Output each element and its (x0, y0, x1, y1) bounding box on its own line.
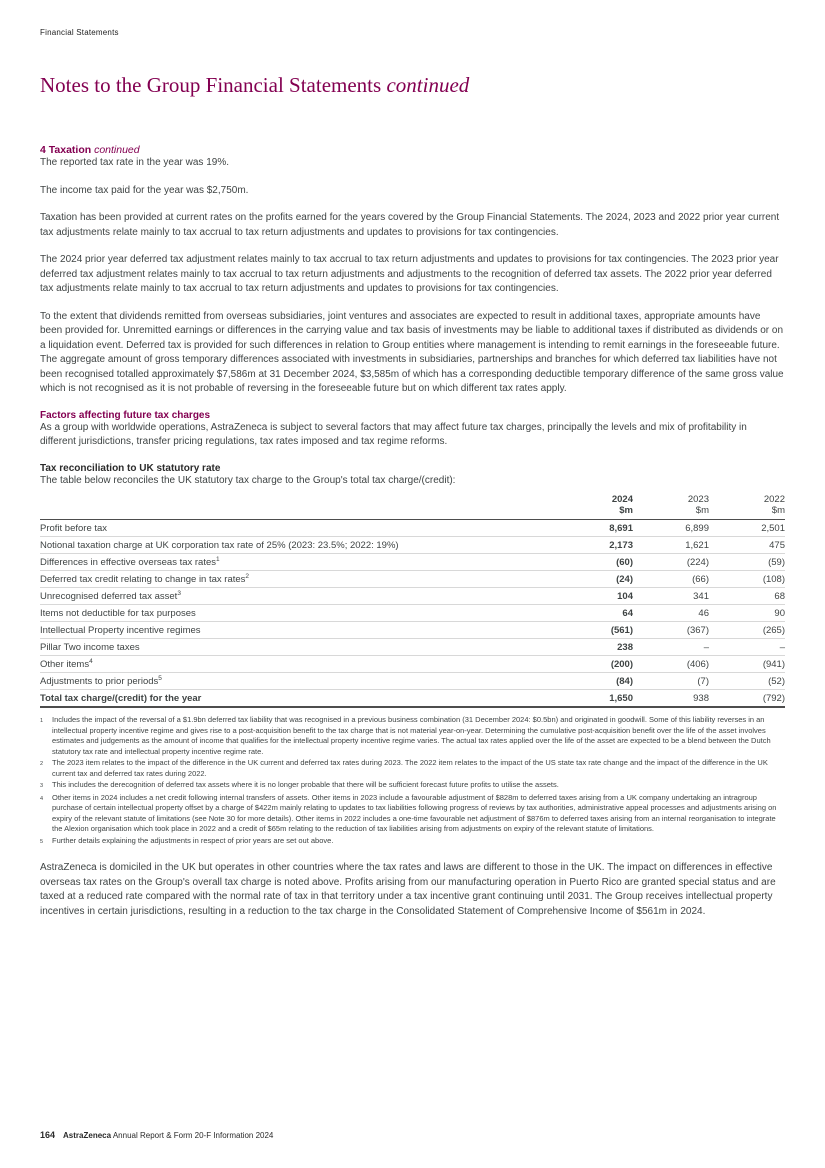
footnote-marker: 4 (40, 795, 44, 802)
table-row (40, 537, 785, 554)
taxation-paragraph-2: The income tax paid for the year was $2,750m. (40, 184, 249, 196)
row-value-2022: 90 (709, 605, 785, 622)
row-value-2022: (108) (709, 571, 785, 588)
footnote-text: The 2023 item relates to the impact of the difference in the UK current and deferred tax rates during 2023. The 2022 item relates to the impact of the US state tax rate change and the impact of the difference in the UK current tax and deferred tax rates during 2022. (52, 758, 768, 778)
row-value-2023: 341 (633, 588, 709, 605)
taxation-paragraph-3: Taxation has been provided at current rates on the profits earned for the years covered by the Group Financial Statements. The 2024, 2023 and 2022 prior year current tax adjustments relate mainly to tax accrual to tax return adjustments and updates to provisions for tax contingencies. (40, 212, 780, 238)
row-value-2023: (367) (633, 622, 709, 639)
row-value-2022: 475 (709, 537, 785, 554)
row-value-2022: 2,501 (709, 520, 785, 537)
footnote-marker: 1 (40, 718, 44, 724)
footnote-reference: 2 (245, 572, 250, 580)
footnote-reference: 5 (158, 674, 162, 682)
row-value-2022: (59) (709, 554, 785, 571)
footnote-reference: 1 (216, 555, 220, 563)
reconciliation-intro: The table below reconciles the UK statutory tax charge to the Group's total tax charge/(credit): (40, 474, 456, 486)
row-value-2024: 104 (557, 588, 633, 605)
row-value-2022: 68 (709, 588, 785, 605)
row-value-2023: (224) (633, 554, 709, 571)
taxation-heading-continued: continued (94, 144, 140, 156)
row-value-2022: (52) (709, 673, 785, 690)
row-value-2024: (60) (557, 554, 633, 571)
row-value-2024: 1,650 (557, 690, 633, 708)
taxation-heading-main: 4 Taxation (40, 144, 92, 156)
row-label: Pillar Two income taxes (40, 639, 557, 656)
table-row (40, 554, 785, 571)
footnote-marker: 2 (40, 761, 44, 767)
footnotes-list (40, 715, 785, 847)
footnote-marker: 3 (40, 783, 44, 789)
row-value-2022: (941) (709, 656, 785, 673)
header-2024 (557, 492, 633, 520)
footnote (40, 780, 785, 792)
footnote-text: Further details explaining the adjustments in respect of prior years are set out above. (52, 835, 334, 845)
footnote-text: Other items in 2024 includes a net credit following internal transfers of assets. Other items in 2023 include a favourable adjustment of $828m to deferred taxes arising from a UK company undertaking an intragroup purchase of certain intellectual property offset by a charge of $422m mainly relating to updates to tax liabilities following progress of reviews by tax authorities, administrative appeal processes and adjustments arising on expiry of the relevant statute of limitations (see Note 30 for more details). Other items in 2022 includes a one-time favourable net adjustment of $876m to deferred taxes arising from an internal reorganisation to integrate the Alexion organisation which took place in 2022 and a credit of $65m relating to the reduction of tax liabilities arising from adjustments on expiry of the relevant statute of limitations. (52, 792, 777, 833)
taxation-heading (40, 144, 785, 156)
page-title-main: Notes to the Group Financial Statements (40, 73, 382, 97)
factors-paragraph: As a group with worldwide operations, AstraZeneca is subject to several factors that may affect future tax charges, principally the levels and mix of profitability in different jurisdictions, transfer pricing regulations, tax rates imposed and tax regime reforms. (40, 421, 747, 447)
closing-paragraph: AstraZeneca is domiciled in the UK but operates in other countries where the tax rates and laws are different to those in the UK. The impact on differences in effective overseas tax rates on the Group's overall tax charge is noted above. Profits arising from our manufacturing operation in Puerto Rico are granted special status and are taxed at a reduced rate compared with the normal rate of tax in that territory under a tax incentive grant continuing until 2031. The Group receives intellectual property incentives in certain jurisdictions, resulting in a reduction to the tax charge in the Consolidated Statement of Comprehensive Income of $561m in 2024. (40, 862, 776, 917)
row-value-2023: (7) (633, 673, 709, 690)
header-2023-unit: $m (695, 505, 709, 516)
page-title-continued: continued (386, 73, 470, 97)
row-value-2023: 6,899 (633, 520, 709, 537)
header-2022-unit: $m (771, 505, 785, 516)
footnote-reference: 4 (89, 657, 93, 665)
header-2022 (709, 492, 785, 520)
footer-text (63, 1131, 273, 1140)
row-value-2022: (792) (709, 690, 785, 708)
row-value-2023: 938 (633, 690, 709, 708)
row-value-2024: 8,691 (557, 520, 633, 537)
row-value-2023: (406) (633, 656, 709, 673)
table-header-row (40, 492, 785, 520)
taxation-paragraph-5: To the extent that dividends remitted from overseas subsidiaries, joint ventures and associates are expected to result in additional taxes, appropriate amounts have been provided for. Unremitted earnings or differences in the carrying value and tax basis of investments may be liable to additional taxes if distributed as dividends or on a liquidation event. Deferred tax is provided for such differences in relation to Group entities where management is intending to remit earnings in the foreseeable future. The aggregate amount of gross temporary differences associated with investments in subsidiaries, partnerships and branches for which deferred tax liabilities have not been recognised totalled approximately $7,586m at 31 December 2024, $3,585m of which has a corresponding deductible temporary difference of the same gross value which is not recognised as it is not probable of reversing in the foreseeable future but on which different tax rates apply. (40, 310, 784, 394)
table-row (40, 622, 785, 639)
page-footer (40, 1130, 273, 1140)
row-value-2024: (561) (557, 622, 633, 639)
row-label: Unrecognised deferred tax asset$^3$ (40, 588, 557, 605)
header-2022-year: 2022 (763, 494, 785, 505)
footnote-marker: 5 (40, 838, 44, 845)
row-label: Deferred tax credit relating to change in tax rates$^2$ (40, 571, 557, 588)
row-value-2023: 46 (633, 605, 709, 622)
page-title (40, 73, 785, 98)
header-empty-cell (40, 492, 557, 520)
footnote-text: This includes the derecognition of deferred tax assets where it is no longer probable that there will be sufficient forecast future profits to utilise the assets. (52, 780, 559, 789)
row-label: Other items$^4$ (40, 656, 557, 673)
row-label: Total tax charge/(credit) for the year (40, 690, 557, 708)
footnote (40, 836, 785, 848)
tax-table-body (40, 520, 785, 708)
reconciliation-heading: Tax reconciliation to UK statutory rate (40, 462, 221, 474)
header-2023 (633, 492, 709, 520)
row-value-2022: (265) (709, 622, 785, 639)
row-label: Notional taxation charge at UK corporation tax rate of 25% (2023: 23.5%; 2022: 19%) (40, 537, 557, 554)
row-value-2024: (200) (557, 656, 633, 673)
row-value-2023: (66) (633, 571, 709, 588)
footnote-text: Includes the impact of the reversal of a $1.9bn deferred tax liability that was recognised in a previous business combination (31 December 2024: $0.5bn) and originated in goodwill. Some of this liability reverses in an intellectual property incentive regime and gives rise to a post-acquisition benefit to the tax charge that is not material year-on-year. Determining the cumulative post-acquisition benefit over the life of the asset involves estimates and judgements as the amount of income that qualifies for the intellectual property incentive regime varies. The actual tax rates applied over the life of the asset are expected to be a blend between the Dutch statutory tax rate and intellectual property incentive regime rate. (52, 715, 771, 756)
row-value-2024: 64 (557, 605, 633, 622)
header-2024-year: 2024 (611, 494, 633, 505)
footnote-reference: 3 (177, 589, 181, 597)
table-row (40, 571, 785, 588)
row-label: Intellectual Property incentive regimes (40, 622, 557, 639)
row-value-2023: – (633, 639, 709, 656)
footnote (40, 793, 785, 835)
row-value-2024: 238 (557, 639, 633, 656)
row-label: Profit before tax (40, 520, 557, 537)
row-value-2024: 2,173 (557, 537, 633, 554)
table-row (40, 639, 785, 656)
table-row (40, 673, 785, 690)
table-total-row (40, 690, 785, 708)
tax-table-header (40, 492, 785, 520)
row-label: Differences in effective overseas tax rates$^1$ (40, 554, 557, 571)
factors-heading: Factors affecting future tax charges (40, 409, 211, 421)
row-value-2024: (24) (557, 571, 633, 588)
table-row (40, 656, 785, 673)
footer-report-name: Annual Report & Form 20-F Information 2024 (112, 1131, 274, 1140)
section-eyebrow: Financial Statements (40, 28, 119, 37)
row-label: Items not deductible for tax purposes (40, 605, 557, 622)
tax-reconciliation-table (40, 492, 785, 708)
taxation-paragraph-1: The reported tax rate in the year was 19%. (40, 157, 229, 168)
row-value-2024: (84) (557, 673, 633, 690)
row-label: Adjustments to prior periods$^5$ (40, 673, 557, 690)
footer-brand: AstraZeneca (63, 1131, 112, 1140)
taxation-paragraph-4: The 2024 prior year deferred tax adjustment relates mainly to tax accrual to tax return adjustments and updates to provisions for tax contingencies. The 2023 prior year deferred tax adjustment relates mainly to tax accrual to tax return adjustments and adjustments to the recognition of deferred tax assets. The 2022 prior year deferred tax adjustments relate mainly to tax accrual to tax return adjustments and updates to provisions for tax contingencies. (40, 254, 779, 294)
row-value-2022: – (709, 639, 785, 656)
page-number: 164 (40, 1130, 56, 1140)
footnote (40, 758, 785, 779)
row-value-2023: 1,621 (633, 537, 709, 554)
table-row (40, 605, 785, 622)
table-row (40, 588, 785, 605)
table-row (40, 520, 785, 537)
header-2024-unit: $m (619, 505, 633, 516)
header-2023-year: 2023 (687, 494, 709, 505)
footnote (40, 715, 785, 757)
